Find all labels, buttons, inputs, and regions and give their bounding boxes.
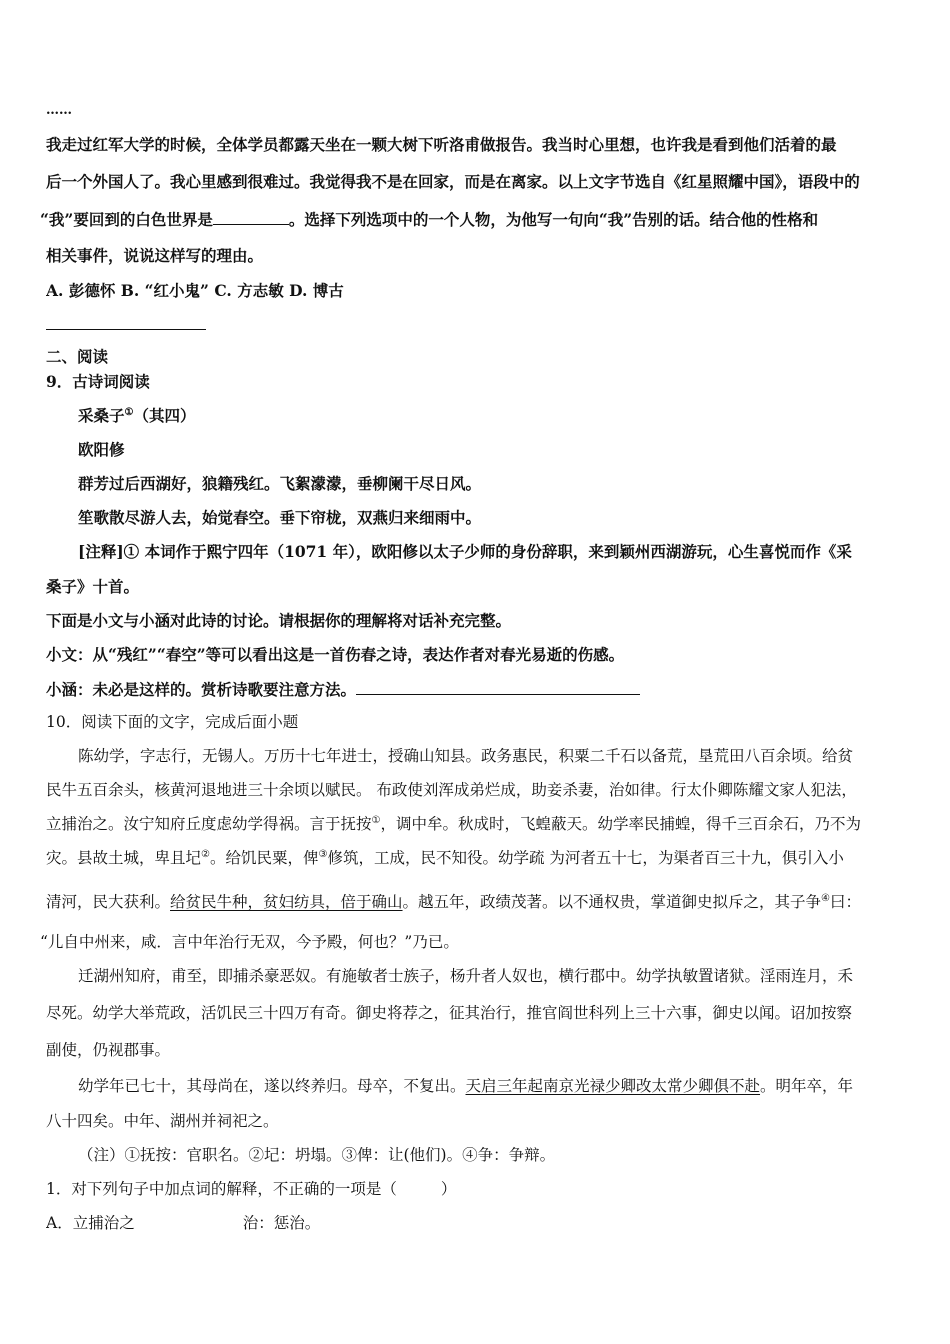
passage-line-3-a: 立捕治之。汝宁知府丘度虑幼学得祸。言于抚按 [46,815,372,833]
note-marker-4: ④ [821,892,831,904]
option-a-label: A．立捕治之 [46,1214,135,1232]
answer-line[interactable] [46,329,206,330]
note-marker-1: ① [371,814,381,826]
passage-line-7: 迁湖州知府，甫至，即捕杀豪恶奴。有施敏者士族子，杨升者人奴也，横行郡中。幼学执敏置诸狱。淫雨连月，禾 [78,967,854,985]
q8-paragraph-line-3 [40,208,900,231]
passage-line-10-a: 幼学年已七十，其母尚在，遂以终养归。母卒，不复出。 [78,1077,466,1095]
ellipsis: …… [46,103,72,118]
sub-question-1-close: ） [440,1180,457,1198]
passage-line-10 [78,1075,906,1097]
passage-line-5 [46,891,906,913]
note-marker-3: ③ [318,848,328,860]
passage-line-1: 陈幼学，字志行，无锡人。万历十七年进士，授确山知县。政务惠民，积粟二千石以备荒，垦荒田八百余顷。给贫 [78,747,854,765]
poem-note-marker: ① [124,406,134,418]
option-a-gloss: 治：惩治。 [242,1214,321,1232]
dialogue-xiaohan [46,678,906,701]
sub-question-1-text: 1．对下列句子中加点词的解释，不正确的一项是（ [46,1180,397,1198]
option-a [46,1212,906,1234]
q8-paragraph-line-2: 后一个外国人了。我心里感到很难过。我觉得我不是在回家，而是在离家。以上文字节选自《红星照耀中国》，语段中的 [46,172,860,191]
passage-line-8: 尽死。幼学大举荒政，活饥民三十四万有奇。御史将荐之，征其治行，推官阎世科列上三十六事，御史以闻。诏加按察 [46,1004,853,1022]
q8-options: A. 彭德怀 B. “红小鬼” C. 方志敏 D. 博古 [46,281,344,300]
q8-line3-start: “我”要回到的白色世界是 [40,210,213,229]
passage-line-6: “儿自中州来，咸．言中年治行无双，今予殿，何也？”乃已。 [40,933,459,951]
passage-line-10-b: 。明年卒，年 [760,1077,854,1095]
poem-author: 欧阳修 [78,440,125,459]
passage-line-3 [46,813,906,835]
q8-paragraph-line-1: 我走过红军大学的时候，全体学员都露天坐在一颗大树下听洛甫做报告。我当时心里想，也许我是看到他们活着的最 [46,135,837,154]
question-10-title: 10．阅读下面的文字，完成后面小题 [46,713,299,731]
poem-note-line-2: 桑子》十首。 [46,577,140,596]
poem-note-line-1: [注释]① 本词作于熙宁四年（1071 年），欧阳修以太子少师的身份辞职，来到颖州西湖游玩，心生喜悦而作《采 [78,542,852,561]
q8-line3-end: 。选择下列选项中的一个人物，为他写一句向“我”告别的话。结合他的性格和 [288,210,819,229]
answer-blank[interactable] [213,208,289,225]
question-9-title: 9．古诗词阅读 [46,372,150,391]
passage-line-5-c: 曰： [830,893,862,911]
passage-line-9: 副使，仍视郡事。 [46,1041,171,1059]
section-heading-reading: 二、阅读 [46,347,109,366]
passage-notes: （注）①抚按：官职名。②圮：坍塌。③俾：让(他们)。④争：争辩。 [78,1146,556,1164]
q8-paragraph-line-4: 相关事件，说说这样写的理由。 [46,246,264,265]
passage-line-4-b: 。给饥民粟，俾 [209,849,319,867]
dialogue-xiaowen: 小文：从“残红”“春空”等可以看出这是一首伤春之诗，表达作者对春光易逝的伤感。 [46,645,625,664]
note-marker-2: ② [201,848,210,860]
passage-line-4-a: 灾。县故土城，卑且圮 [46,849,202,867]
poem-title-text: 采桑子 [78,406,125,425]
passage-line-5-a: 清河，民大获利。 [46,893,171,911]
passage-line-2: 民牛五百余头，核黄河退地进三十余顷以赋民。 布政使刘浑成弟烂成，助妾杀妻，治如律。行太仆卿陈耀文家人犯法， [46,781,857,799]
dialogue-xiaohan-text: 小涵：未必是这样的。赏析诗歌要注意方法。 [46,680,357,699]
q9-instruction: 下面是小文与小涵对此诗的讨论。请根据你的理解将对话补充完整。 [46,611,512,630]
passage-line-4-c: 修筑，工成，民不知役。幼学疏 为河者五十七，为渠者百三十九，俱引入小 [327,849,844,867]
passage-line-3-b: ，调中牟。秋成时，飞蝗蔽天。幼学率民捕蝗，得千三百余石，乃不为 [380,815,861,833]
passage-line-5-b: 。越五年，政绩茂著。以不通权贵，掌道御史拟斥之，其子争 [402,893,822,911]
sub-question-1 [46,1178,906,1200]
poem-title-suffix: （其四） [133,406,196,425]
poem-line-2: 笙歌散尽游人去，始觉春空。垂下帘栊，双燕归来细雨中。 [78,508,482,527]
underlined-sentence-1: 给贫民牛种，贫妇纺具，倍于确山 [170,893,403,911]
answer-blank[interactable] [356,678,640,695]
poem-line-1: 群芳过后西湖好，狼籍残红。飞絮濛濛，垂柳阑干尽日风。 [78,474,482,493]
passage-line-4 [46,847,906,869]
underlined-sentence-2: 天启三年起南京光禄少卿改太常少卿俱不赴 [465,1077,761,1095]
poem-title [78,405,906,427]
passage-line-11: 八十四矣。中年、湖州并祠祀之。 [46,1112,279,1130]
